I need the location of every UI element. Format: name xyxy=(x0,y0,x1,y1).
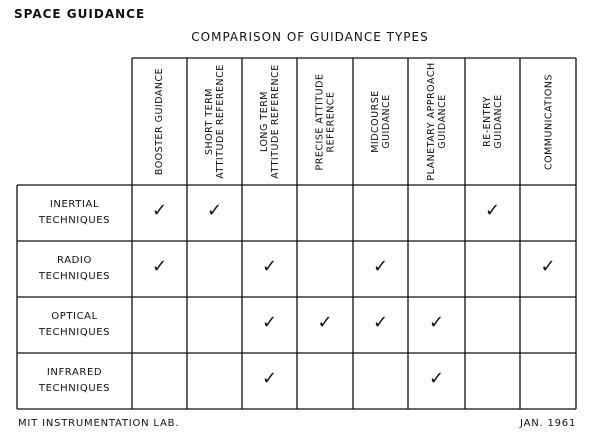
column-header xyxy=(355,62,406,181)
column-header-line: GUIDANCE xyxy=(436,94,448,149)
column-header xyxy=(522,62,574,181)
column-header-line: ATTITUDE REFERENCE xyxy=(269,64,281,179)
check-mark-icon: ✓ xyxy=(151,255,168,277)
section-title: SPACE GUIDANCE xyxy=(14,7,146,21)
check-mark-icon: ✓ xyxy=(261,311,278,333)
row-header-line: TECHNIQUES xyxy=(38,271,111,282)
check-mark-icon: ✓ xyxy=(372,255,389,277)
column-header-line: ATTITUDE REFERENCE xyxy=(214,64,226,179)
check-mark-icon: ✓ xyxy=(484,199,501,221)
footer-date: JAN. 1961 xyxy=(520,418,577,429)
column-header-line: LONG TERM xyxy=(258,90,270,153)
footer-lab: MIT INSTRUMENTATION LAB. xyxy=(18,418,180,429)
column-header xyxy=(410,62,463,181)
column-header-line: COMMUNICATIONS xyxy=(542,73,554,170)
column-header xyxy=(467,62,518,181)
row-header-line: TECHNIQUES xyxy=(38,327,111,338)
row-header xyxy=(17,297,132,353)
row-header-line: INFRARED xyxy=(46,367,103,378)
check-mark-icon: ✓ xyxy=(428,367,445,389)
check-mark-icon: ✓ xyxy=(317,311,333,333)
check-mark-icon: ✓ xyxy=(261,367,278,389)
row-header-line: INERTIAL xyxy=(49,199,100,210)
check-mark-icon: ✓ xyxy=(372,311,389,333)
column-header-line: PRECISE ATTITUDE xyxy=(314,73,325,170)
row-header-line: TECHNIQUES xyxy=(38,215,111,226)
column-header xyxy=(244,62,295,181)
column-header-line: MIDCOURSE xyxy=(369,90,381,153)
column-header-line: RE-ENTRY xyxy=(481,96,493,147)
page-title: COMPARISON OF GUIDANCE TYPES xyxy=(191,30,429,44)
row-header xyxy=(17,241,132,297)
column-header-line: BOOSTER GUIDANCE xyxy=(154,67,165,176)
check-mark-icon: ✓ xyxy=(261,255,278,277)
row-header-line: TECHNIQUES xyxy=(38,383,111,394)
check-mark-icon: ✓ xyxy=(206,199,223,221)
column-header xyxy=(299,62,351,181)
check-mark-icon: ✓ xyxy=(428,311,445,333)
check-mark-icon: ✓ xyxy=(151,199,168,221)
column-header-line: SHORT TERM xyxy=(203,88,215,155)
row-header xyxy=(17,353,132,409)
row-header-line: OPTICAL xyxy=(51,311,98,322)
column-header-line: GUIDANCE xyxy=(380,94,392,149)
column-header-line: GUIDANCE xyxy=(492,94,504,149)
column-header-line: REFERENCE xyxy=(325,91,336,152)
column-header-line: PLANETARY APPROACH xyxy=(425,62,437,181)
check-mark-icon: ✓ xyxy=(540,255,556,277)
column-header xyxy=(189,62,240,181)
row-header xyxy=(17,185,132,241)
row-header-line: RADIO xyxy=(57,255,92,266)
column-header xyxy=(134,62,185,181)
